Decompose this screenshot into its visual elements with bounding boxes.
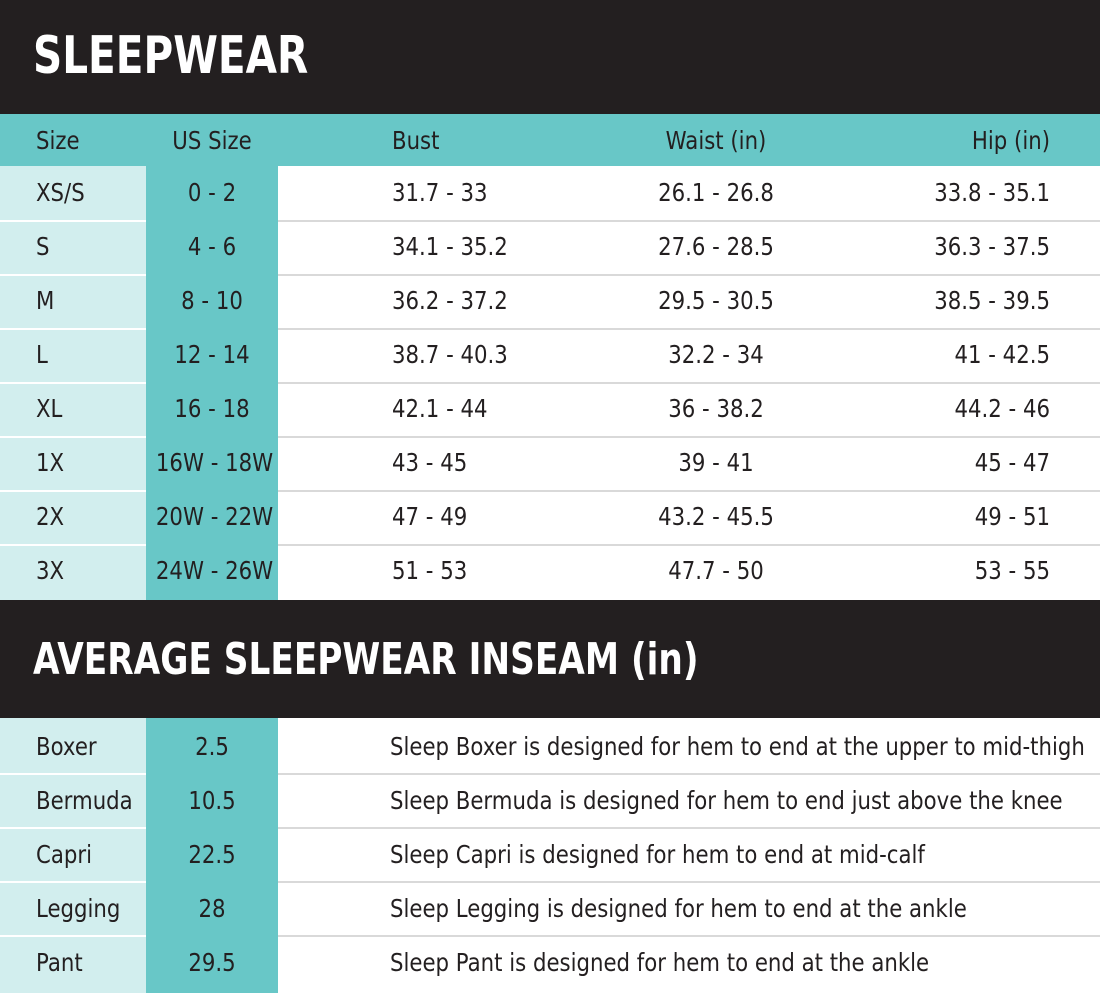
sleepwear-title: SLEEPWEAR bbox=[33, 26, 309, 86]
table-row bbox=[0, 275, 1100, 329]
size-cell: S bbox=[36, 232, 50, 261]
description-cell: Sleep Bermuda is designed for hem to end just above the knee bbox=[390, 786, 1063, 815]
sleepwear-banner bbox=[0, 0, 1100, 114]
size-cell: 3X bbox=[36, 556, 65, 585]
description-cell: Sleep Pant is designed for hem to end at the ankle bbox=[390, 948, 930, 977]
table-row bbox=[0, 437, 1100, 491]
hip-cell: 38.5 - 39.5 bbox=[934, 286, 1050, 315]
style-cell: Bermuda bbox=[36, 786, 133, 815]
waist-cell: 36 - 38.2 bbox=[668, 394, 764, 423]
inseam-title: AVERAGE SLEEPWEAR INSEAM (in) bbox=[33, 634, 699, 685]
size-table-header bbox=[0, 114, 1100, 166]
table-row bbox=[0, 828, 1100, 883]
size-cell: L bbox=[36, 340, 48, 369]
bust-cell: 36.2 - 37.2 bbox=[392, 286, 508, 315]
bust-cell: 38.7 - 40.3 bbox=[392, 340, 508, 369]
hip-cell: 44.2 - 46 bbox=[954, 394, 1050, 423]
us-size-cell: 16 - 18 bbox=[174, 394, 250, 423]
bust-cell: 31.7 - 33 bbox=[392, 178, 488, 207]
style-cell: Boxer bbox=[36, 732, 97, 761]
waist-cell: 26.1 - 26.8 bbox=[658, 178, 774, 207]
header-hip: Hip (in) bbox=[971, 126, 1050, 155]
table-row bbox=[0, 491, 1100, 545]
waist-cell: 32.2 - 34 bbox=[668, 340, 764, 369]
us-size-cell: 0 - 2 bbox=[187, 178, 237, 207]
bust-cell: 47 - 49 bbox=[392, 502, 468, 531]
inseam-cell: 10.5 bbox=[188, 786, 236, 815]
us-size-cell: 16W - 18W bbox=[155, 448, 274, 477]
inseam-cell: 28 bbox=[198, 894, 226, 923]
bust-cell: 42.1 - 44 bbox=[392, 394, 488, 423]
description-cell: Sleep Capri is designed for hem to end at mid-calf bbox=[390, 840, 925, 869]
style-cell: Pant bbox=[36, 948, 83, 977]
table-row bbox=[0, 167, 1100, 221]
us-size-cell: 8 - 10 bbox=[181, 286, 243, 315]
header-waist: Waist (in) bbox=[665, 126, 767, 155]
table-row bbox=[0, 383, 1100, 437]
waist-cell: 47.7 - 50 bbox=[668, 556, 764, 585]
hip-cell: 36.3 - 37.5 bbox=[934, 232, 1050, 261]
bust-cell: 51 - 53 bbox=[392, 556, 468, 585]
hip-cell: 33.8 - 35.1 bbox=[934, 178, 1050, 207]
size-cell: 1X bbox=[36, 448, 65, 477]
us-size-cell: 12 - 14 bbox=[174, 340, 250, 369]
waist-cell: 27.6 - 28.5 bbox=[658, 232, 774, 261]
us-size-cell: 24W - 26W bbox=[155, 556, 274, 585]
inseam-cell: 22.5 bbox=[188, 840, 236, 869]
table-row bbox=[0, 774, 1100, 829]
waist-cell: 43.2 - 45.5 bbox=[658, 502, 774, 531]
us-size-cell: 4 - 6 bbox=[187, 232, 237, 261]
table-row bbox=[0, 545, 1100, 599]
description-cell: Sleep Boxer is designed for hem to end at the upper to mid-thigh bbox=[390, 732, 1085, 761]
size-cell: M bbox=[36, 286, 55, 315]
inseam-banner bbox=[0, 600, 1100, 718]
table-row bbox=[0, 882, 1100, 937]
inseam-cell: 29.5 bbox=[188, 948, 236, 977]
bust-cell: 34.1 - 35.2 bbox=[392, 232, 508, 261]
hip-cell: 41 - 42.5 bbox=[954, 340, 1050, 369]
waist-cell: 39 - 41 bbox=[678, 448, 754, 477]
table-row bbox=[0, 329, 1100, 383]
style-cell: Capri bbox=[36, 840, 92, 869]
size-table-body bbox=[0, 166, 1100, 600]
table-row bbox=[0, 720, 1100, 775]
hip-cell: 49 - 51 bbox=[974, 502, 1050, 531]
hip-cell: 53 - 55 bbox=[974, 556, 1050, 585]
inseam-table-body bbox=[0, 718, 1100, 993]
table-row bbox=[0, 936, 1100, 991]
inseam-cell: 2.5 bbox=[195, 732, 229, 761]
size-cell: XL bbox=[36, 394, 63, 423]
description-cell: Sleep Legging is designed for hem to end at the ankle bbox=[390, 894, 967, 923]
hip-cell: 45 - 47 bbox=[974, 448, 1050, 477]
size-cell: XS/S bbox=[36, 178, 85, 207]
size-cell: 2X bbox=[36, 502, 65, 531]
us-size-cell: 20W - 22W bbox=[155, 502, 274, 531]
header-bust: Bust bbox=[392, 126, 440, 155]
style-cell: Legging bbox=[36, 894, 121, 923]
table-row bbox=[0, 221, 1100, 275]
header-size: Size bbox=[36, 126, 80, 155]
waist-cell: 29.5 - 30.5 bbox=[658, 286, 774, 315]
header-us-size: US Size bbox=[172, 126, 252, 155]
bust-cell: 43 - 45 bbox=[392, 448, 468, 477]
